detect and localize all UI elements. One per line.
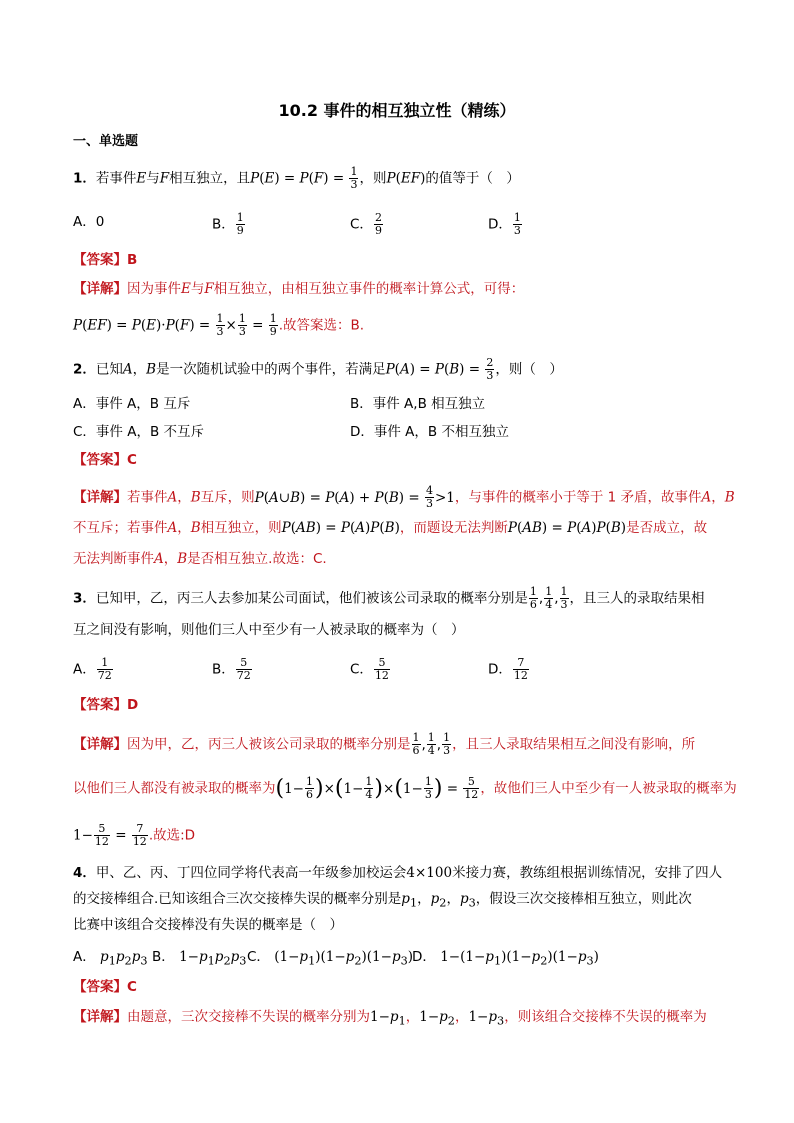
stem-text: 的值等于（ ） <box>425 170 520 187</box>
fraction: $\frac{1}{3}$ <box>350 165 358 191</box>
option-a[interactable]: A．0 <box>73 214 105 230</box>
detail-text: 互斥，则 <box>200 489 255 506</box>
answer-4 <box>73 977 137 997</box>
detail-text: 是否成立，故 <box>626 520 708 536</box>
answer-2 <box>73 450 137 470</box>
option-c[interactable]: C．事件 A，B 不互斥 <box>73 424 205 440</box>
option-c[interactable]: C． $\frac{5}{12}$ <box>350 656 389 682</box>
answer-value: B <box>127 252 138 268</box>
answer-3 <box>73 695 138 715</box>
detail-1-line-1: 【详解】因为事件E与F相互独立，由相互独立事件的概率计算公式，可得： <box>73 281 525 297</box>
stem-text: 已知甲，乙，丙三人去参加某公司面试，他们被该公司录取的概率分别是 <box>95 590 528 607</box>
option-label: B． <box>212 661 235 678</box>
question-number: 3． <box>73 590 96 607</box>
detail-3-line-3: 1− $\frac{5}{12}$ = $\frac{7}{12}$ .故选:D <box>73 822 196 848</box>
detail-text: ，而题设无法判断 <box>399 520 508 536</box>
option-a[interactable]: A．事件 A，B 互斥 <box>73 396 191 412</box>
stem-text: 若事件 <box>95 170 137 187</box>
option-label: D． <box>412 949 436 965</box>
detail-text: ，与事件的概率小于等于 1 矛盾，故事件 <box>454 489 702 506</box>
detail-text: 以他们三人都没有被录取的概率为 <box>73 780 276 797</box>
question-number: 2． <box>73 361 96 378</box>
detail-text: .故选:D <box>148 827 196 844</box>
option-c[interactable]: C． $\frac{2}{9}$ <box>350 211 382 237</box>
question-3-stem-line-2: 互之间没有影响，则他们三人中至少有一人被录取的概率为（ ） <box>73 622 465 638</box>
detail-text: 相互独立，由相互独立事件的概率计算公式，可得： <box>213 281 525 297</box>
detail-tag: 【详解】 <box>73 281 127 297</box>
detail-tag: 【详解】 <box>73 736 127 753</box>
detail-text: 是否相互独立.故选：C. <box>187 551 327 567</box>
option-label: A． <box>73 661 96 678</box>
answer-value: D <box>127 697 139 713</box>
option-b[interactable]: B．事件 A,B 相互独立 <box>350 396 486 412</box>
option-label: B． <box>212 216 235 233</box>
detail-text: ，且三人录取结果相互之间没有影响，所 <box>452 736 696 753</box>
detail-text: ，故他们三人中至少有一人被录取的概率为 <box>480 780 737 797</box>
stem-text: 米接力赛，教练组根据训练情况，安排了四人 <box>452 865 723 881</box>
option-d[interactable]: D． $\frac{1}{3}$ <box>488 211 521 237</box>
answer-1 <box>73 250 137 270</box>
option-a[interactable]: A． $\frac{1}{72}$ <box>73 656 112 682</box>
detail-text: ，则该组合交接棒不失误的概率为 <box>504 1009 707 1025</box>
detail-2-line-3: 无法判断事件A，B是否相互独立.故选：C. <box>73 551 327 567</box>
question-number: 4． <box>73 865 96 881</box>
option-d[interactable]: D． $1-(1-p_1)(1-p_2)(1-p_3)$ <box>412 949 599 968</box>
detail-text: 若事件 <box>127 489 168 506</box>
question-number: 1． <box>73 170 96 187</box>
question-4-stem-line-2: 的交接棒组合.已知该组合三次交接棒失误的概率分别是$p_1$，$p_2$，$p_3$，假设三次交接棒相互独立，则此次 <box>73 891 692 910</box>
detail-tag: 【详解】 <box>73 489 127 506</box>
option-b[interactable]: B． $\frac{1}{9}$ <box>212 211 244 237</box>
stem-text: 与 <box>146 170 160 187</box>
detail-text: .故答案选：B. <box>278 317 365 334</box>
question-3-stem-line-1: 3．已知甲，乙，丙三人去参加某公司面试，他们被该公司录取的概率分别是 $\frac{1}{6}$ , $\frac{1}{4}$ , $\frac{1}{3}$ ，且三人的录取结果相 <box>73 585 705 611</box>
detail-text: 相互独立，则 <box>200 520 282 536</box>
stem-text: 的交接棒组合.已知该组合三次交接棒失误的概率分别是 <box>73 891 402 907</box>
answer-tag: 【答案】 <box>73 979 127 995</box>
option-label: C． <box>350 216 373 233</box>
stem-text: ，假设三次交接棒相互独立，则此次 <box>475 891 692 907</box>
stem-text: 相互独立，且 <box>169 170 251 187</box>
stem-text: 甲、乙、丙、丁四位同学将代表高一年级参加校运会 <box>95 865 407 881</box>
question-1-stem: 1．若事件E与F相互独立，且P(E) = P(F) = $\frac{1}{3}$ ，则P(EF)的值等于（ ） <box>73 165 520 191</box>
detail-1-line-2: P(EF) = P(E)·P(F) = $\frac{1}{3}$ × $\frac{1}{3}$ = $\frac{1}{9}$ .故答案选：B. <box>73 312 365 338</box>
detail-4-line-1: 【详解】由题意，三次交接棒不失误的概率分别为$1-p_1$，$1-p_2$，$1-p_3$，则该组合交接棒不失误的概率为 <box>73 1009 707 1028</box>
detail-3-line-2: 以他们三人都没有被录取的概率为(1− $\frac{1}{6}$ )×(1− $\frac{1}{4}$ )×(1− $\frac{1}{3}$ ) = $\frac{5}{12}$ ，故他们三人中至少有一人被录取的概率为 <box>73 775 737 801</box>
option-label: B． <box>152 949 175 965</box>
option-label: A． <box>73 949 96 965</box>
answer-value: C <box>127 979 137 995</box>
stem-text: 已知 <box>95 361 123 378</box>
stem-text: ，且三人的录取结果相 <box>569 590 705 607</box>
answer-tag: 【答案】 <box>73 697 127 713</box>
detail-tag: 【详解】 <box>73 1009 127 1025</box>
option-a[interactable]: A． $p_1p_2p_3$ <box>73 949 148 968</box>
stem-text: ，则（ ） <box>495 361 563 378</box>
answer-value: C <box>127 452 137 468</box>
detail-text: 由题意，三次交接棒不失误的概率分别为 <box>127 1009 370 1025</box>
detail-2-line-1: 【详解】若事件A，B互斥，则P(A∪B) = P(A) + P(B) = $\frac{4}{3}$ >1，与事件的概率小于等于 1 矛盾，故事件A，B <box>73 484 735 510</box>
option-label: D． <box>488 661 512 678</box>
option-label: D． <box>488 216 512 233</box>
detail-3-line-1: 【详解】因为甲，乙，丙三人被该公司录取的概率分别是 $\frac{1}{6}$ , $\frac{1}{4}$ , $\frac{1}{3}$ ，且三人录取结果相互之间没有影响，所 <box>73 731 696 757</box>
detail-2-line-2: 不互斥；若事件A，B相互独立，则P(AB) = P(A)P(B)，而题设无法判断P(AB) = P(A)P(B)是否成立，故 <box>73 520 708 536</box>
question-4-stem-line-3: 比赛中该组合交接棒没有失误的概率是（ ） <box>73 917 343 933</box>
question-4-stem-line-1: 4．甲、乙、丙、丁四位同学将代表高一年级参加校运会4×100米接力赛，教练组根据训练情况，安排了四人 <box>73 865 723 881</box>
section-heading: 一、单选题 <box>73 134 139 149</box>
option-label: C． <box>247 949 270 965</box>
option-b[interactable]: B． $\frac{5}{72}$ <box>212 656 251 682</box>
question-2-stem: 2．已知A，B是一次随机试验中的两个事件，若满足P(A) = P(B) = $\frac{2}{3}$ ，则（ ） <box>73 356 563 382</box>
option-d[interactable]: D． $\frac{7}{12}$ <box>488 656 528 682</box>
answer-tag: 【答案】 <box>73 452 127 468</box>
option-c[interactable]: C． $(1-p_1)(1-p_2)(1-p_3)$ <box>247 949 414 968</box>
stem-text: 是一次随机试验中的两个事件，若满足 <box>156 361 386 378</box>
option-d[interactable]: D．事件 A，B 不相互独立 <box>350 424 509 440</box>
stem-text: ，则 <box>359 170 387 187</box>
detail-text: 不互斥；若事件 <box>73 520 168 536</box>
answer-tag: 【答案】 <box>73 252 127 268</box>
option-label: C． <box>350 661 373 678</box>
detail-text: 因为事件 <box>127 281 181 297</box>
detail-text: 无法判断事件 <box>73 551 154 567</box>
page-title: 10.2 事件的相互独立性（精练） <box>278 101 516 120</box>
detail-text: 因为甲，乙，丙三人被该公司录取的概率分别是 <box>127 736 411 753</box>
option-b[interactable]: B． $1-p_1p_2p_3$ <box>152 949 247 968</box>
